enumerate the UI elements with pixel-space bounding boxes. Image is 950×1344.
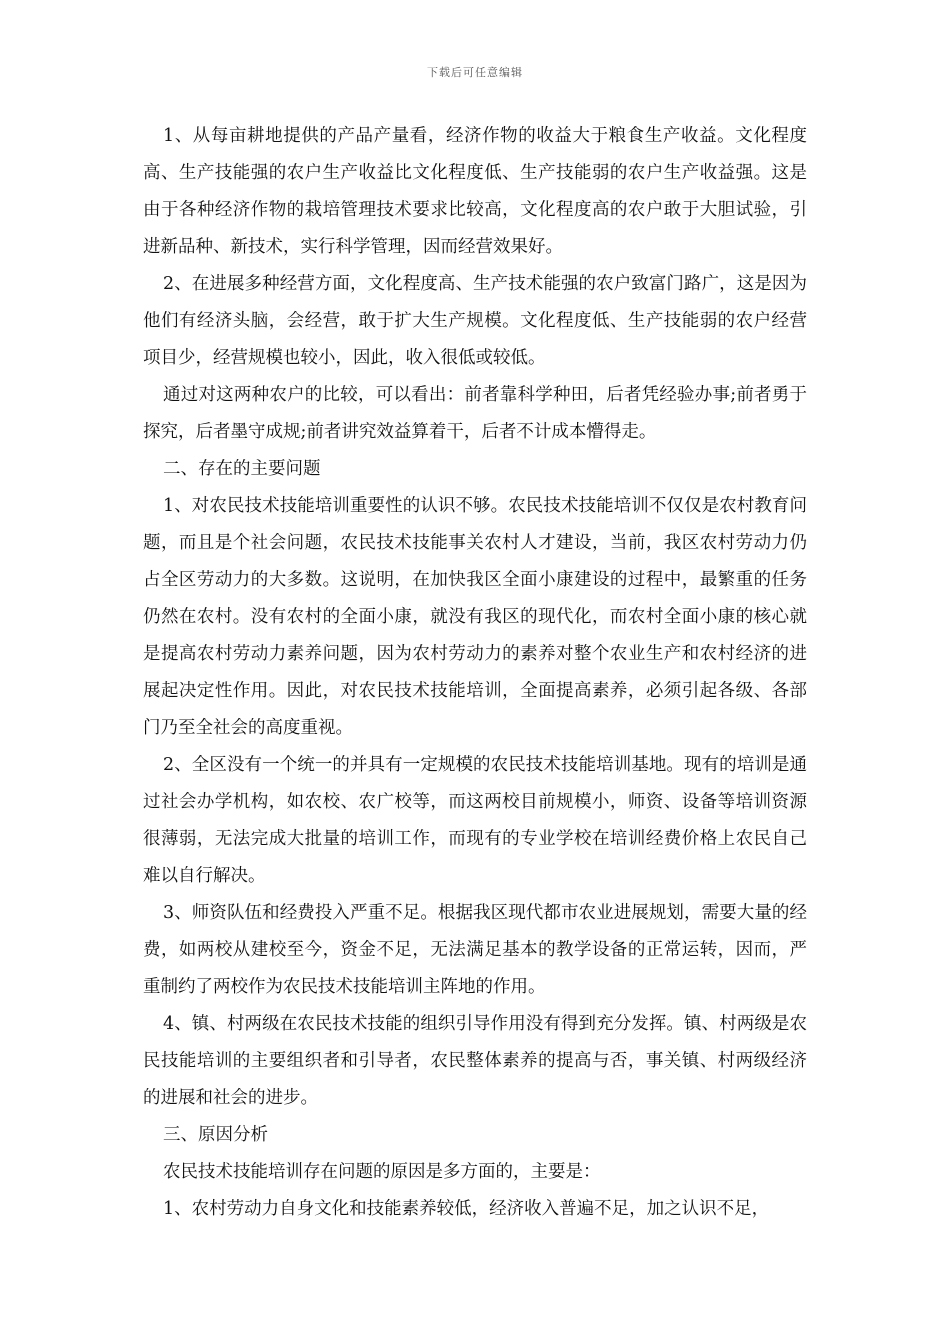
paragraph-problem-funding: 3、师资队伍和经费投入严重不足。根据我区现代都市农业进展规划，需要大量的经费，如两校从建校至今，资金不足，无法满足基本的教学设备的正常运转，因而，严重制约了两校作为农民技术技能培训主阵地的作用。 xyxy=(143,903,807,997)
section-heading-main-problems: 二、存在的主要问题 xyxy=(163,459,321,479)
paragraph-problem-awareness: 1、对农民技术技能培训重要性的认识不够。农民技术技能培训不仅仅是农村教育问题，而且是个社会问题，农民技术技能事关农村人才建设，当前，我区农村劳动力仍占全区劳动力的大多数。这说明，在加快我区全面小康建设的过程中，最繁重的任务仍然在农村。没有农村的全面小康，就没有我区的现代化，而农村全面小康的核心就是提高农村劳动力素养问题，因为农村劳动力的素养对整个农业生产和农村经济的进展起决定性作用。因此，对农民技术技能培训，全面提高素养，必须引起各级、各部门乃至全社会的高度重视。 xyxy=(143,496,807,738)
paragraph-crop-yield: 1、从每亩耕地提供的产品产量看，经济作物的收益大于粮食生产收益。文化程度高、生产技能强的农户生产收益比文化程度低、生产技能弱的农户生产收益强。这是由于各种经济作物的栽培管理技术要求比较高，文化程度高的农户敢于大胆试验，引进新品种、新技术，实行科学管理，因而经营效果好。 xyxy=(143,126,807,257)
paragraph-cause-intro: 农民技术技能培训存在问题的原因是多方面的，主要是： xyxy=(163,1162,601,1182)
section-heading-cause-analysis: 三、原因分析 xyxy=(163,1125,268,1145)
page-header: 下载后可任意编辑 xyxy=(427,66,523,79)
paragraph-diversified-operation: 2、在进展多种经营方面，文化程度高、生产技术能强的农户致富门路广，这是因为他们有经济头脑，会经营，敢于扩大生产规模。文化程度低、生产技能弱的农户经营项目少，经营规模也较小，因此，收入很低或较低。 xyxy=(143,274,807,368)
paragraph-cause-labor-quality: 1、农村劳动力自身文化和技能素养较低，经济收入普遍不足，加之认识不足， xyxy=(163,1199,770,1219)
paragraph-comparison: 通过对这两种农户的比较，可以看出：前者靠科学种田，后者凭经验办事;前者勇于探究，后者墨守成规;前者讲究效益算着干，后者不计成本懵得走。 xyxy=(143,385,807,442)
paragraph-problem-town-village: 4、镇、村两级在农民技术技能的组织引导作用没有得到充分发挥。镇、村两级是农民技能培训的主要组织者和引导者，农民整体素养的提高与否，事关镇、村两级经济的进展和社会的进步。 xyxy=(143,1014,807,1108)
paragraph-problem-training-base: 2、全区没有一个统一的并具有一定规模的农民技术技能培训基地。现有的培训是通过社会办学机构，如农校、农广校等，而这两校目前规模小，师资、设备等培训资源很薄弱，无法完成大批量的培训工作，而现有的专业学校在培训经费价格上农民自己难以自行解决。 xyxy=(143,755,807,886)
document-body xyxy=(143,118,807,1228)
